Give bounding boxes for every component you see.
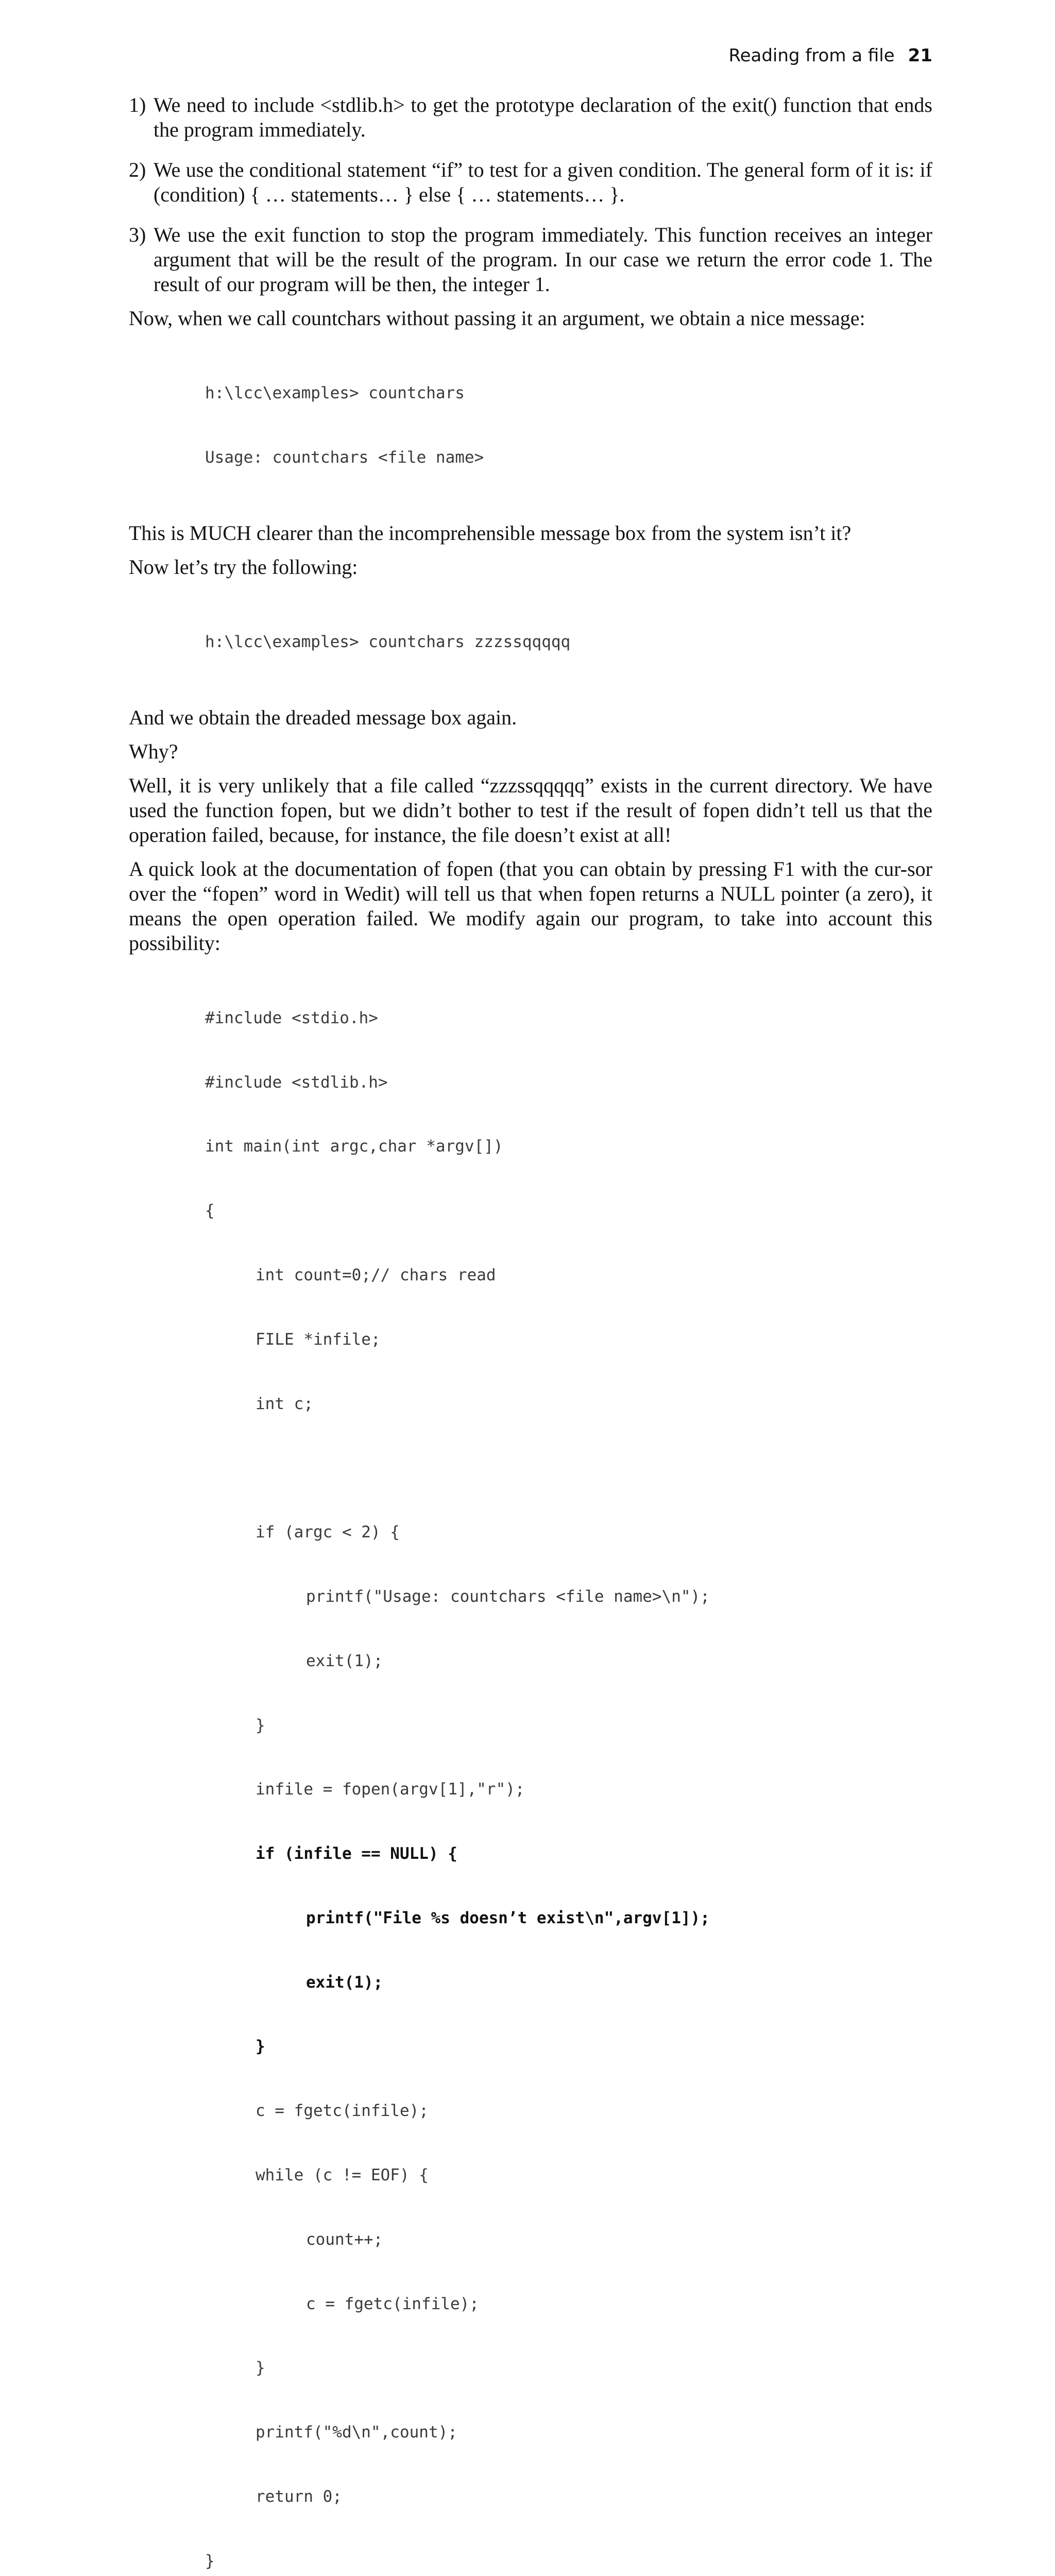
paragraph: Well, it is very unlikely that a file called “zzzssqqqqq” exists in the current directory. We have used the function fopen, but we didn’t bother to test if the result of fopen didn’t tell us that the operation failed, because, for instance, the file doesn’t exist at all!: [129, 773, 932, 846]
code-line: }: [256, 2359, 265, 2378]
paragraph: Now, when we call countchars without passing it an argument, we obtain a nice message:: [129, 307, 865, 330]
code-block-try: [205, 589, 932, 696]
code-line: int main(int argc,char *argv[]): [205, 1137, 503, 1156]
paragraph: Why?: [129, 739, 178, 763]
list-item-text: We use the conditional statement “if” to test for a given condition. The general form of it is: if (condition) { … statements… } else { … statements… }.: [154, 158, 932, 206]
running-head: [729, 45, 933, 66]
list-item-number: 1): [129, 93, 146, 116]
code-line: #include <stdlib.h>: [205, 1073, 388, 1092]
list-item: [129, 158, 932, 207]
code-line: printf("%d\n",count);: [256, 2423, 457, 2442]
code-line: if (argc < 2) {: [256, 1523, 400, 1542]
page-number: 21: [908, 45, 932, 66]
code-line: FILE *infile;: [256, 1330, 381, 1349]
code-line: int c;: [256, 1394, 313, 1413]
list-item-number: 3): [129, 223, 146, 246]
list-item-text: We need to include <stdlib.h> to get the prototype declaration of the exit() function that ends the program immediately.: [154, 93, 932, 141]
list-item-text: We use the exit function to stop the program immediately. This function receives an integer argument that will be the result of the program. In our case we return the error code 1. The result of our program will be then, the integer 1.: [154, 223, 932, 296]
code-line: h:\lcc\examples> countchars zzzssqqqqq: [205, 632, 571, 651]
code-line: infile = fopen(argv[1],"r");: [256, 1780, 525, 1799]
code-line: int count=0;// chars read: [256, 1266, 496, 1285]
code-line-blank: [205, 1458, 932, 1479]
code-line: exit(1);: [306, 1651, 383, 1670]
code-line: h:\lcc\examples> countchars: [205, 384, 465, 403]
code-block-usage: [205, 340, 932, 512]
code-line-highlighted: }: [256, 2037, 265, 2056]
list-item: [129, 93, 932, 142]
code-block-program: [205, 965, 932, 2576]
code-line: count++;: [306, 2230, 383, 2249]
code-line: while (c != EOF) {: [256, 2165, 429, 2184]
code-line-highlighted: exit(1);: [306, 1973, 383, 1992]
code-line: printf("Usage: countchars <file name>\n");: [306, 1587, 710, 1606]
code-line: }: [256, 1716, 265, 1735]
code-line: return 0;: [256, 2487, 342, 2506]
list-item: [129, 223, 932, 297]
code-line-highlighted: printf("File %s doesn’t exist\n",argv[1]);: [306, 1908, 710, 1927]
code-line: {: [205, 1201, 215, 1221]
running-head-title: Reading from a file: [728, 45, 895, 66]
code-line-highlighted: if (infile == NULL) {: [256, 1844, 457, 1863]
list-item-number: 2): [129, 158, 146, 181]
code-line: Usage: countchars <file name>: [205, 448, 484, 467]
paragraph: And we obtain the dreaded message box again.: [129, 705, 517, 729]
paragraph: This is MUCH clearer than the incomprehensible message box from the system isn’t it?: [129, 521, 852, 545]
paragraph: A quick look at the documentation of fopen (that you can obtain by pressing F1 with the cur-sor over the “fopen” word in Wedit) will tell us that when fopen returns a NULL pointer (a zero), it means the open operation failed. We modify again our program, to take into account this possibility:: [129, 857, 932, 955]
code-line: #include <stdio.h>: [205, 1008, 378, 1027]
body-text: [129, 93, 932, 2576]
code-line: }: [205, 2551, 215, 2570]
code-line: c = fgetc(infile);: [306, 2294, 479, 2313]
paragraph: Now let’s try the following:: [129, 555, 358, 579]
code-line: c = fgetc(infile);: [256, 2102, 429, 2121]
